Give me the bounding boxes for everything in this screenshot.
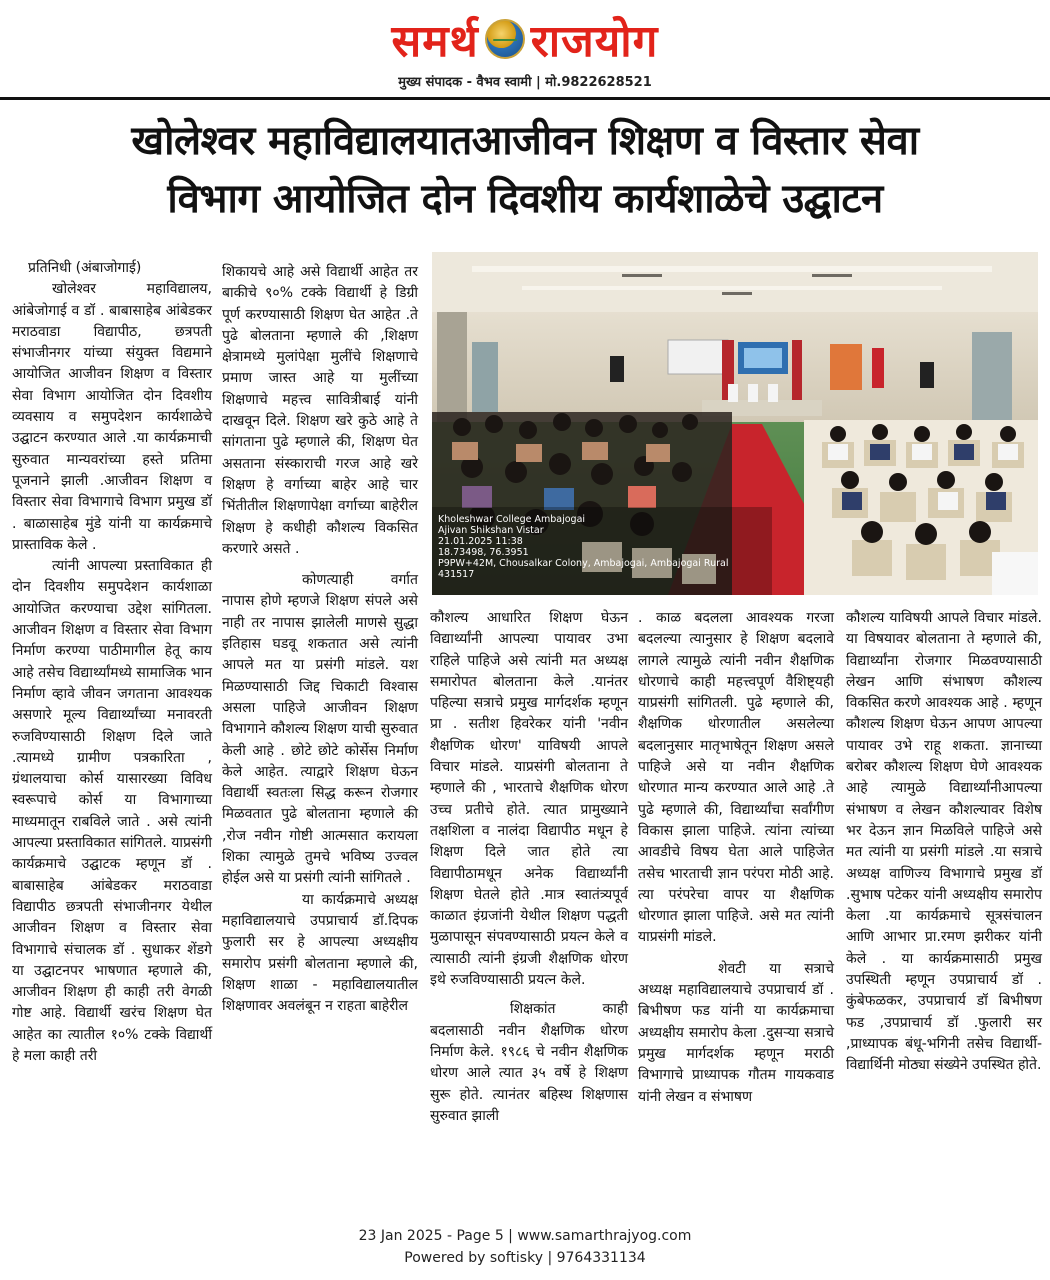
headline-line-2: विभाग आयोजित दोन दिवशीय कार्यशाळेचे उद्घाटन <box>167 176 883 222</box>
footer-date-page[interactable]: 23 Jan 2025 - Page 5 | www.samarthrajyog.com <box>358 1228 692 1244</box>
article-column-5 <box>846 608 1042 1077</box>
article-column-2 <box>222 262 418 1017</box>
overlay-line: 431517 <box>438 569 475 580</box>
overlay-line: Ajivan Shikshan Vistar <box>438 525 544 536</box>
article-column-1 <box>12 258 212 1067</box>
paragraph: त्यांनी आपल्या प्रस्ताविकात ही दोन दिवशीय समुपदेशन कार्यशाळा आयोजित करण्याचा उद्देश सांगितला. आजीवन शिक्षण व विस्तार सेवा विभाग निर्माण करण्या पाठीमागील हेतू काय आहे तसेच विद्यार्थ्यांमध्ये सामाजिक भान निर्माण व्हावे जीवन जगताना आवश्यक असणारे मूल्य विद्यार्थ्यांच्या मनावरती रुजविण्यासाठी शिक्षण दिले जाते .त्यामध्ये ग्रामीण पत्रकारिता , ग्रंथालयाचा कोर्स यासारख्या विविध स्वरूपाचे कोर्स या विभागाच्या माध्यमातून राबविले जाते . असे त्यांनी आपल्या प्रस्ताविकात सांगितले. याप्रसंगी कार्यक्रमाचे उद्घाटक म्हणून डॉ . बाबासाहेब आंबेडकर मराठवाडा विद्यापीठ छत्रपती संभाजीनगर येथील आजीवन शिक्षण व विस्तार सेवा विभागाचे संचालक डॉ . सुधाकर शेंडगे या उद्घाटनपर भाषणात म्हणाले की, आजीवन शिक्षण ही काही तरी वेगळी गोष्ट आहे. विद्यार्थी खरंच शिक्षण घेत आहेत का त्यातील १०% टक्के विद्यार्थी हे मला काही तरी <box>12 558 212 1064</box>
paragraph: या कार्यक्रमाचे अध्यक्ष महाविद्यालयाचे उपप्राचार्य डॉ.दिपक फुलारी सर हे आपल्या अध्यक्षीय समारोप प्रसंगी बोलताना म्हणाले की, शिक्षण शाळा - महाविद्यालयातील शिक्षणावर अवलंबून न राहता बाहेरील <box>222 891 418 1015</box>
paragraph: कौशल्य आधारित शिक्षण घेऊन विद्यार्थ्यांनी आपल्या पायावर उभा राहिले पाहिजे असे त्यांनी मत अध्यक्ष समारोपत बोलताना केले .यानंतर पहिल्या सत्राचे प्रमुख मार्गदर्शक म्हणून प्रा . सतीश हिवरेकर यांनी 'नवीन शैक्षणिक धोरण' याविषयी आपले विचार मांडले. याप्रसंगी बोलताना ते म्हणाले की , भारताचे शैक्षणिक धोरण उच्च प्रतीचे होते. त्यात प्रामुख्याने तक्षशिला व नालंदा विद्यापीठ मधून हे शिक्षण दिले जात होते त्या विद्यापीठामधून अनेक विद्यार्थ्यांनी शिक्षण घेतले होते .मात्र स्वातंत्र्यपूर्व काळात इंग्रजांनी येथील शिक्षण पद्धती मुळापासून संपवण्यासाठी प्रयत्न केले व त्यासाठी त्यांनी इंग्रजी शैक्षणिक धोरण इथे रुजविण्यासाठी प्रयत्न केले. <box>430 610 628 989</box>
paragraph: शिकायचे आहे असे विद्यार्थी आहेत तर बाकीचे ९०% टक्के विद्यार्थी हे डिग्री पूर्ण करण्यासाठी शिक्षण घेत आहेत .ते पुढे बोलताना म्हणाले की ,शिक्षण क्षेत्रामध्ये मुलांपेक्षा मुलींचे शिक्षणाचे प्रमाण जास्त आहे या मुलींच्या शिक्षणाचे महत्त्व सावित्रीबाई यांनी दाखवून दिले. शिक्षण खरे कुठे आहे ते सांगताना पुढे म्हणाले की, शिक्षण घेत असताना संस्काराची गरज आहे खरे शिक्षण हे वर्गाच्या बाहेर आहे चार भिंतीतील शिक्षणापेक्षा वर्गाच्या बाहेरील शिक्षण हे कधीही कौशल्य विकसित करणारे असते . <box>222 264 418 557</box>
overlay-line: 18.73498, 76.3951 <box>438 547 529 558</box>
masthead-divider <box>0 97 1050 100</box>
overlay-line: 21.01.2025 11:38 <box>438 536 523 547</box>
footer-powered-by: Powered by softisky | 9764331134 <box>404 1250 646 1266</box>
globe-icon <box>485 19 525 59</box>
masthead <box>0 0 1050 100</box>
paragraph: शिक्षकांत काही बदलासाठी नवीन शैक्षणिक धोरण निर्माण केले. १९८६ चे नवीन शैक्षणिक धोरण आले त्यात ३५ वर्षे हे शिक्षण सुरू होते. त्यानंतर बहिस्थ शिक्षणास सुरुवात झाली <box>430 1001 628 1124</box>
paragraph: खोलेश्वर महाविद्यालय, आंबेजोगाई व डॉ . बाबासाहेब आंबेडकर मराठवाडा विद्यापीठ, छत्रपती संभाजीनगर यांच्या संयुक्त विद्यमाने आयोजित आजीवन शिक्षण व विस्तार सेवा विभाग आयोजित दोन दिवशीय व्यवसाय व समुपदेशन कार्यशाळेचे उद्घाटन करण्यात आले .या कार्यक्रमाची सुरुवात मान्यवरांच्या हस्ते प्रतिमा पूजनाने झाली .आजीवन शिक्षण व विस्तार सेवा विभागाचे विभाग प्रमुख डॉ . बाळासाहेब मुंडे यांनी या कार्यक्रमाचे प्रास्ताविक केले . <box>12 281 212 553</box>
overlay-line: P9PW+42M, Chousalkar Colony, Ambajogai, Ambajogai Rural <box>438 558 729 569</box>
overlay-line: Kholeshwar College Ambajogai <box>438 514 586 525</box>
logo-text-right: राजयोग <box>530 16 659 67</box>
editor-line: मुख्य संपादक - वैभव स्वामी | मो.9822628521 <box>398 75 652 90</box>
paragraph: . काळ बदलला आवश्यक गरजा बदलल्या त्यानुसार हे शिक्षण बदलावे लागले त्यामुळे त्यांनी नवीन शैक्षणिक धोरणाचे काही महत्त्वपूर्ण वैशिष्ट्यही याप्रसंगी सांगितली. पुढे म्हणाले की, शैक्षणिक धोरणातील असलेल्या बदलानुसार मातृभाषेतून शिक्षण असले पाहिजे असे या नवीन शैक्षणिक धोरणात मान्य करण्यात आले आहे .ते पुढे म्हणाले की, विद्यार्थ्यांचा सर्वांगीण विकास झाला पाहिजे. त्यांना त्यांच्या आवडीचे विषय घेता आले पाहिजेत तसेच भारताची ज्ञान परंपरा मोठी आहे. त्या परंपरेचा वापर या शैक्षणिक धोरणात झाला पाहिजे. असे मत त्यांनी याप्रसंगी मांडले. <box>638 610 834 946</box>
event-photo[interactable] <box>432 252 1038 595</box>
article-headline <box>10 112 1040 228</box>
headline-line-1: खोलेश्वर महाविद्यालयातआजीवन शिक्षण व विस्तार सेवा <box>131 118 919 164</box>
article-column-4 <box>638 608 834 1108</box>
dateline: प्रतिनिधी (अंबाजोगाई) <box>28 260 142 276</box>
logo-text-left: समर्थ <box>391 16 479 67</box>
paragraph: कौशल्य याविषयी आपले विचार मांडले. या विषयावर बोलताना ते म्हणाले की, विद्यार्थ्यांना रोजगार मिळवण्यासाठी लेखन आणि संभाषण कौशल्य विकसित करणे आवश्यक आहे . म्हणून कौशल्य शिक्षण घेऊन आपण आपल्या पायावर उभे राहू शकता. ज्ञानाच्या बरोबर कौशल्य शिक्षण घेणे आवश्यक आहे त्यामुळे विद्यार्थ्यांनीआपल्या संभाषण व लेखन कौशल्यावर विशेष भर देऊन ज्ञान मिळविले पाहिजे असे मत त्यांनी या प्रसंगी मांडले .या सत्राचे अध्यक्ष वाणिज्य विभागाचे प्रमुख डॉ .सुभाष पटेकर यांनी अध्यक्षीय समारोप केला .या कार्यक्रमाचे सूत्रसंचालन आणि आभार प्रा.रमण झरीकर यांनी केले . या कार्यक्रमासाठी प्रमुख उपस्थिती म्हणून उपप्राचार्य डॉ . कुंबेफळकर, उपप्राचार्य डॉ बिभीषण फड ,उपप्राचार्य डॉ .फुलारी सर ,प्राध्यापक बंधू-भगिनी तसेच विद्यार्थी-विद्यार्थिनी मोठ्या संख्येने उपस्थित होते. <box>846 610 1042 1074</box>
newspaper-logo[interactable] <box>0 8 1050 70</box>
photo-geotag-overlay <box>438 514 758 580</box>
article-column-3 <box>430 608 628 1127</box>
paragraph: कोणत्याही वर्गात नापास होणे म्हणजे शिक्षण संपले असे नाही तर नापास झालेली माणसे सुद्धा इतिहास घडवू शकतात असे त्यांनी आपले मत या प्रसंगी मांडले. यश मिळण्यासाठी जिद्द चिकाटी विश्वास असला पाहिजे आजीवन शिक्षण विभागाने कौशल्य शिक्षण याची सुरुवात केली आहे . छोटे छोटे कोर्सेस निर्माण केले आहेत. त्याद्वारे शिक्षण घेऊन विद्यार्थी स्वतःला सिद्ध करून रोजगार मिळवतात पुढे बोलताना म्हणाले की ,रोज नवीन गोष्टी आत्मसात करायला शिका त्यामुळे तुमचे भविष्य उज्वल होईल असे या प्रसंगी त्यांनी सांगितले . <box>222 572 418 887</box>
paragraph: शेवटी या सत्राचे अध्यक्ष महाविद्यालयाचे उपप्राचार्य डॉ . बिभीषण फड यांनी या कार्यक्रमाचा अध्यक्षीय समारोप केला .दुसऱ्या सत्राचे प्रमुख मार्गदर्शक म्हणून मराठी विभागाचे प्राध्यापक गौतम गायकवाड यांनी लेखन व संभाषण <box>638 960 834 1105</box>
